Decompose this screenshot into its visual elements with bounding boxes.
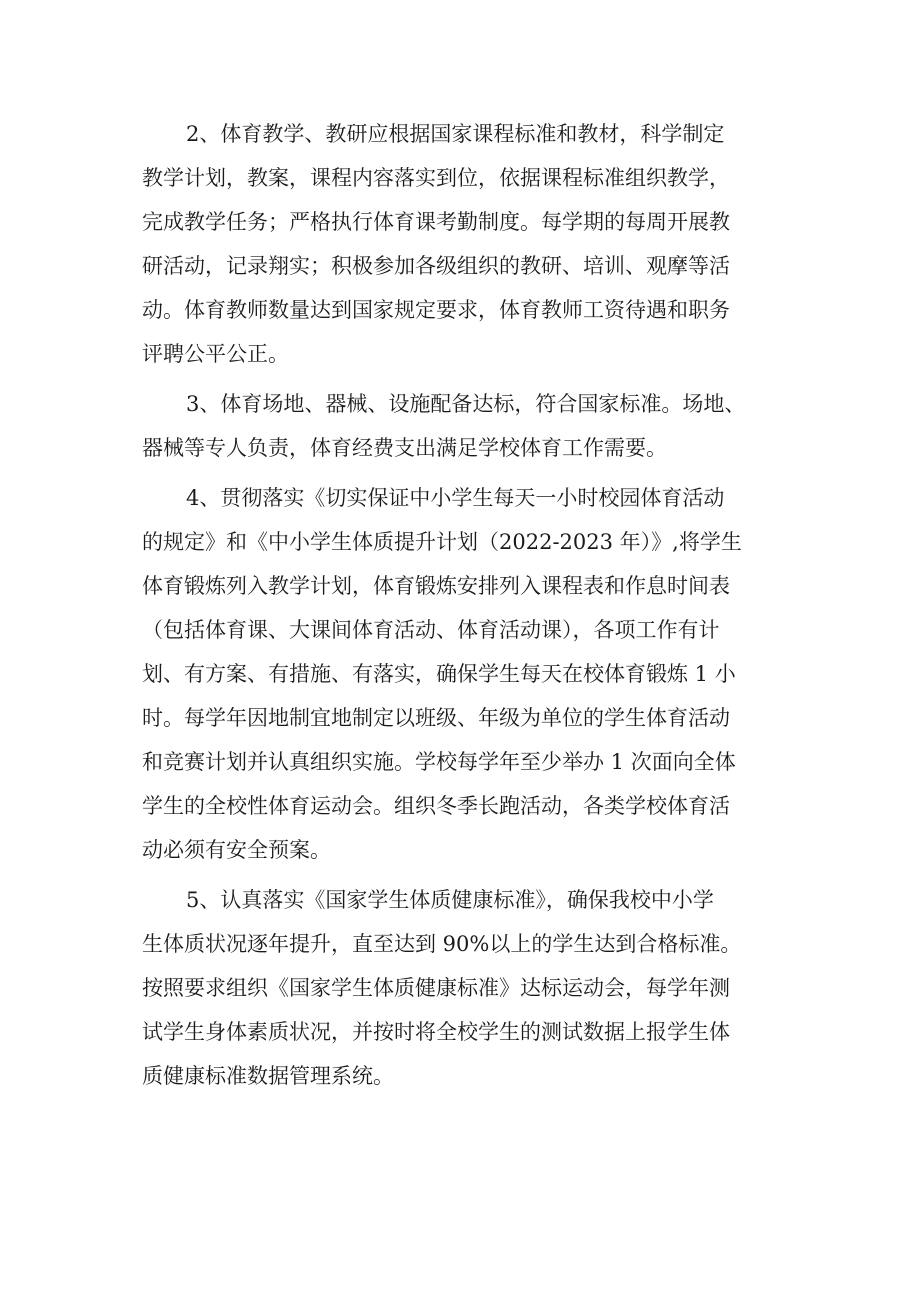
paragraph-line: 3、体育场地、器械、设施配备达标，符合国家标准。场地、 bbox=[186, 392, 746, 416]
paragraph-4 bbox=[142, 476, 782, 872]
paragraph-line: 完成教学任务；严格执行体育课考勤制度。每学期的每周开展教 bbox=[142, 210, 730, 234]
paragraph-line: 按照要求组织《国家学生体质健康标准》达标运动会，每学年测 bbox=[142, 976, 730, 1000]
paragraph-line: 生体质状况逐年提升，直至达到 90%以上的学生达到合格标准。 bbox=[142, 932, 742, 956]
paragraph-line: 动必须有安全预案。 bbox=[142, 838, 331, 862]
paragraph-5 bbox=[142, 878, 782, 1098]
paragraph-line: 时。每学年因地制宜地制定以班级、年级为单位的学生体育活动 bbox=[142, 706, 730, 730]
paragraph-line: 研活动，记录翔实；积极参加各级组织的教研、培训、观摩等活 bbox=[142, 254, 730, 278]
paragraph-line: 的规定》和《中小学生体质提升计划（2022-2023 年）》,将学生 bbox=[142, 530, 742, 554]
paragraph-line: 质健康标准数据管理系统。 bbox=[142, 1064, 394, 1088]
paragraph-line: 试学生身体素质状况，并按时将全校学生的测试数据上报学生体 bbox=[142, 1020, 730, 1044]
paragraph-line: 器械等专人负责，体育经费支出满足学校体育工作需要。 bbox=[142, 436, 667, 460]
paragraph-line: 体育锻炼列入教学计划，体育锻炼安排列入课程表和作息时间表 bbox=[142, 574, 730, 598]
paragraph-line: （包括体育课、大课间体育活动、体育活动课），各项工作有计 bbox=[142, 618, 720, 642]
paragraph-3 bbox=[142, 382, 782, 470]
document-body bbox=[142, 112, 782, 1098]
paragraph-line: 学生的全校性体育运动会。组织冬季长跑活动，各类学校体育活 bbox=[142, 794, 730, 818]
paragraph-line: 教学计划，教案，课程内容落实到位，依据课程标准组织教学， bbox=[142, 166, 730, 190]
paragraph-line: 动。体育教师数量达到国家规定要求，体育教师工资待遇和职务 bbox=[142, 298, 730, 322]
paragraph-line: 划、有方案、有措施、有落实，确保学生每天在校体育锻炼 1 小 bbox=[142, 662, 736, 686]
paragraph-line: 2、体育教学、教研应根据国家课程标准和教材，科学制定 bbox=[186, 122, 725, 146]
paragraph-2 bbox=[142, 112, 782, 376]
paragraph-line: 5、认真落实《国家学生体质健康标准》，确保我校中小学 bbox=[186, 888, 714, 912]
paragraph-line: 评聘公平公正。 bbox=[142, 342, 289, 366]
paragraph-line: 和竞赛计划并认真组织实施。学校每学年至少举办 1 次面向全体 bbox=[142, 750, 736, 774]
paragraph-line: 4、贯彻落实《切实保证中小学生每天一小时校园体育活动 bbox=[186, 486, 725, 510]
